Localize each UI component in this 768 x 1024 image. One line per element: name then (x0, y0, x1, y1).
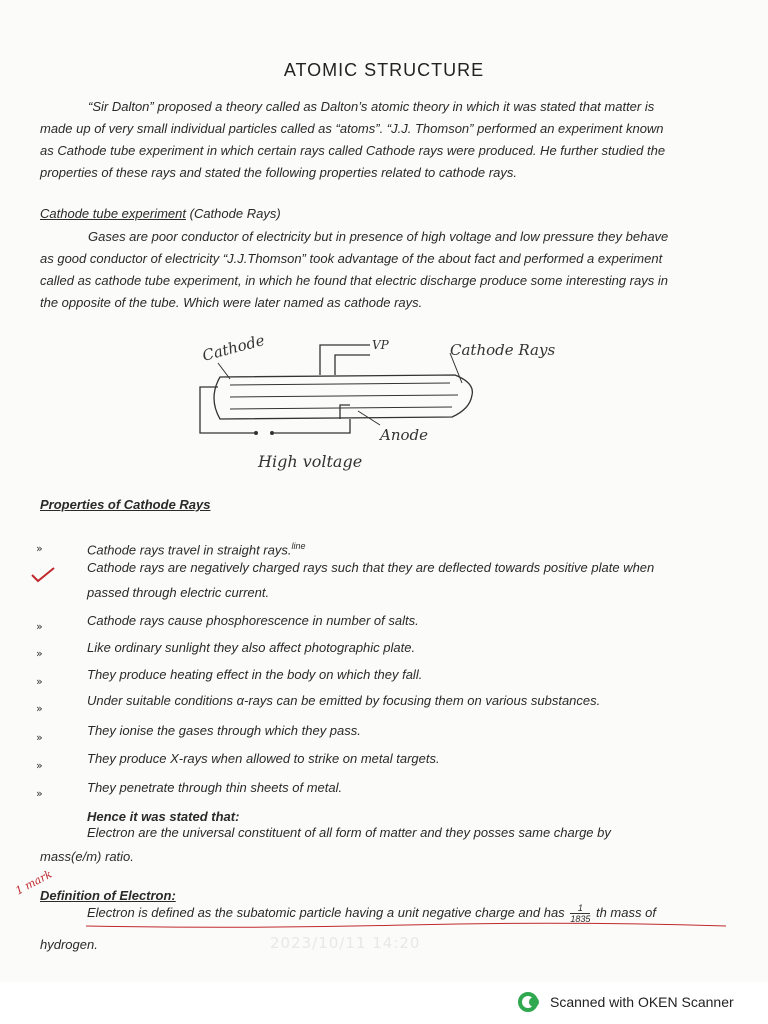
diagram-label-cathode-rays: Cathode Rays (450, 341, 556, 359)
bullet-6: » (36, 702, 43, 715)
bullet-1: » (36, 542, 43, 555)
cathode-heading-suffix: (Cathode Rays) (189, 206, 281, 221)
property-4: Like ordinary sunlight they also affect photographic plate. (87, 640, 416, 655)
property-7: They ionise the gases through which they pass. (87, 723, 361, 738)
page-title: ATOMIC STRUCTURE (283, 60, 485, 80)
bullet-4: » (36, 647, 43, 660)
cathode-line-3: called as cathode tube experiment, in which he found that electric discharge produce some interesting rays in (40, 273, 668, 288)
definition-heading: Definition of Electron: (40, 888, 176, 903)
cathode-line-4: the opposite of the tube. Which were later named as cathode rays. (40, 295, 423, 310)
definition-fraction (570, 903, 590, 924)
intro-line-3: as Cathode tube experiment in which certain rays called Cathode rays were produced. He further studied the (40, 143, 666, 158)
property-8: They produce X-rays when allowed to strike on metal targets. (87, 751, 440, 766)
cathode-section-heading (40, 206, 281, 221)
properties-heading: Properties of Cathode Rays (40, 497, 211, 512)
cathode-line-2: as good conductor of electricity “J.J.Thomson” took advantage of the about fact and performed a experiment (40, 251, 663, 266)
property-6: Under suitable conditions α-rays can be emitted by focusing them on various substances. (87, 693, 601, 708)
margin-note-mark: 1 mark (13, 867, 55, 898)
diagram-label-anode: Anode (380, 426, 429, 444)
pump-pipe-inner (335, 355, 370, 375)
bullet-3: » (36, 620, 43, 633)
intro-line-2: made up of very small individual particles called as “atoms”. “J.J. Thomson” performed an experiment known (40, 121, 664, 136)
conclusion-line-2: mass(e/m) ratio. (40, 849, 134, 864)
red-underline (86, 922, 726, 930)
cathode-ray-line-top (230, 383, 450, 385)
circuit-right-wire (274, 419, 350, 433)
cathode-tube-diagram (190, 325, 590, 485)
diagram-label-cathode: Cathode (200, 331, 267, 365)
conclusion-line-1: Electron are the universal constituent of all form of matter and they posses same charge by (87, 825, 611, 840)
conclusion-heading: Hence it was stated that: (87, 809, 240, 824)
diagram-label-vp: VP (372, 338, 389, 352)
property-2: Cathode rays are negatively charged rays such that they are deflected towards positive plate when (87, 560, 655, 575)
property-9: They penetrate through thin sheets of metal. (87, 780, 343, 795)
scanner-footer-label: Scanned with OKEN Scanner (550, 994, 734, 1010)
cathode-heading-main: Cathode tube experiment (40, 206, 186, 221)
cathode-ray-line-bottom (230, 407, 452, 409)
definition-line-2: hydrogen. (40, 937, 98, 952)
fraction-numerator: 1 (570, 903, 590, 914)
fraction-denominator: 1835 (570, 914, 591, 925)
red-checkmark-icon (30, 566, 56, 584)
definition-text-before: Electron is defined as the subatomic particle having a unit negative charge and has (87, 905, 565, 920)
scanner-footer (518, 990, 734, 1014)
anode-lead (340, 405, 350, 419)
bullet-5: » (36, 675, 43, 688)
property-3: Cathode rays cause phosphorescence in number of salts. (87, 613, 419, 628)
bullet-9: » (36, 787, 43, 800)
bullet-7: » (36, 731, 43, 744)
cathode-line-1: Gases are poor conductor of electricity but in presence of high voltage and low pressure they behave (88, 229, 669, 244)
definition-line-1 (87, 902, 656, 924)
property-1-text: Cathode rays travel in straight rays. (87, 542, 292, 558)
circuit-left-wire (200, 387, 255, 433)
oken-logo-icon (518, 990, 542, 1014)
bullet-8: » (36, 759, 43, 772)
cathode-ray-line-mid (230, 395, 458, 397)
property-5: They produce heating effect in the body on which they fall. (87, 667, 423, 682)
property-1-annotation: line (291, 541, 306, 551)
intro-line-1: “Sir Dalton” proposed a theory called as Dalton’s atomic theory in which it was stated that matter is (88, 99, 655, 114)
terminal-left (254, 431, 258, 435)
intro-line-4: properties of these rays and stated the following properties related to cathode rays. (40, 165, 517, 180)
pump-pipe-outer (320, 345, 370, 375)
timestamp-watermark: 2023/10/11 14:20 (270, 934, 421, 952)
terminal-right (270, 431, 274, 435)
property-2-continuation: passed through electric current. (87, 585, 270, 600)
diagram-label-high-voltage: High voltage (258, 452, 363, 471)
definition-text-after: th mass of (595, 905, 656, 920)
